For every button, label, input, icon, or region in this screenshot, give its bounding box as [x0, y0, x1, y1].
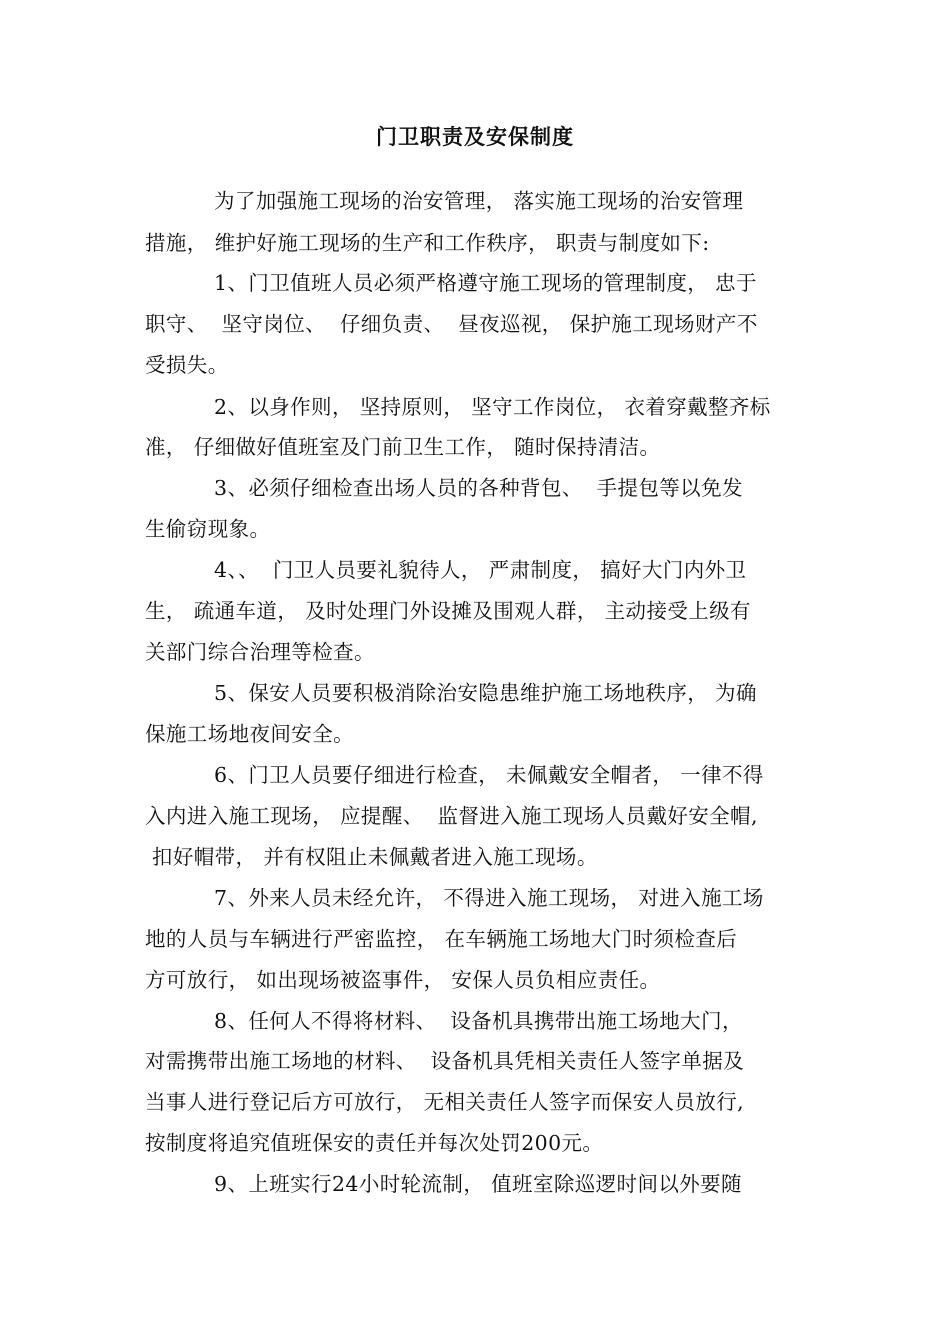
paragraph-line: 6、门卫人员要仔细进行检查， 未佩戴安全帽者， 一律不得	[214, 763, 764, 787]
paragraph-line: 对需携带出施工场地的材料、 设备机具凭相关责任人签字单据及	[145, 1049, 745, 1073]
paragraph-line: 为了加强施工现场的治安管理， 落实施工现场的治安管理	[214, 189, 744, 213]
paragraph-line: 准， 仔细做好值班室及门前卫生工作， 随时保持清洁。	[145, 435, 661, 459]
paragraph-line: 措施， 维护好施工现场的生产和工作秩序， 职责与制度如下:	[145, 231, 710, 255]
paragraph-line: 生偷窃现象。	[145, 517, 271, 541]
paragraph-line: 保施工场地夜间安全。	[145, 722, 354, 746]
paragraph-line: 1、门卫值班人员必须严格遵守施工现场的管理制度， 忠于	[214, 271, 757, 295]
paragraph-line: 3、必须仔细检查出场人员的各种背包、 手提包等以免发	[214, 476, 743, 500]
paragraph-line: 受损失。	[145, 353, 229, 377]
paragraph-line: 职守、 坚守岗位、 仔细负责、 昼夜巡视， 保护施工现场财产不	[145, 312, 758, 336]
paragraph-line: 8、任何人不得将材料、 设备机具携带出施工场地大门，	[214, 1009, 743, 1033]
paragraph-line: 入内进入施工现场， 应提醒、 监督进入施工现场人员戴好安全帽,	[145, 804, 758, 828]
document-title: 门卫职责及安保制度	[376, 124, 574, 149]
paragraph-line: 扣好帽带， 并有权阻止未佩戴者进入施工现场。	[145, 845, 598, 869]
paragraph-line: 4、、 门卫人员要礼貌待人， 严肃制度， 搞好大门内外卫	[214, 558, 747, 582]
paragraph-line: 地的人员与车辆进行严密监控， 在车辆施工场地大门时须检查后	[145, 927, 738, 951]
paragraph-line: 按制度将追究值班保安的责任并每次处罚200元。	[145, 1131, 604, 1155]
paragraph-line: 方可放行， 如出现场被盗事件， 安保人员负相应责任。	[145, 968, 661, 992]
paragraph-line: 当事人进行登记后方可放行， 无相关责任人签字而保安人员放行,	[145, 1090, 745, 1114]
paragraph-line: 2、以身作则， 坚持原则， 坚守工作岗位， 衣着穿戴整齐标	[214, 395, 771, 419]
paragraph-line: 9、上班实行24小时轮流制， 值班室除巡逻时间以外要随	[214, 1172, 742, 1196]
paragraph-line: 生， 疏通车道， 及时处理门外设摊及围观人群， 主动接受上级有	[145, 599, 751, 623]
paragraph-line: 5、保安人员要积极消除治安隐患维护施工场地秩序， 为确	[214, 681, 757, 705]
paragraph-line: 7、外来人员未经允许， 不得进入施工现场， 对进入施工场	[214, 886, 764, 910]
paragraph-line: 关部门综合治理等检查。	[145, 640, 375, 664]
